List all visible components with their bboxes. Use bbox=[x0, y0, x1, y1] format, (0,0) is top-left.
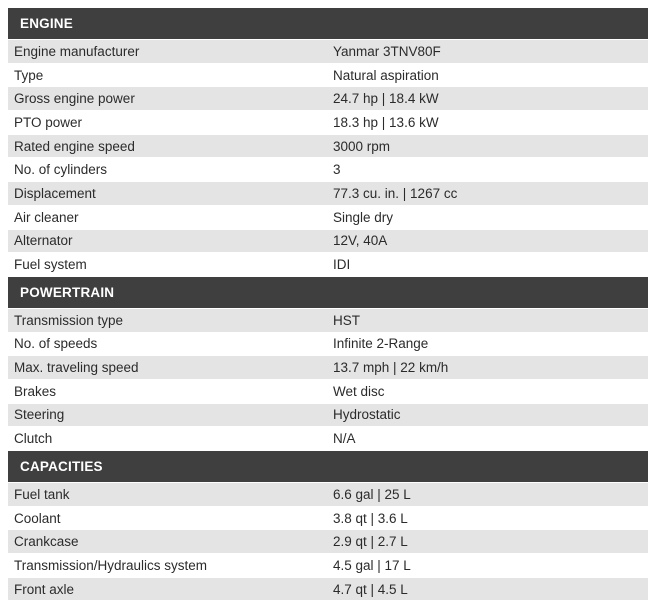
table-row bbox=[8, 333, 648, 357]
table-row bbox=[8, 578, 648, 602]
row-label: Front axle bbox=[14, 581, 75, 597]
row-label: Fuel tank bbox=[14, 486, 70, 502]
row-value: 3 bbox=[333, 162, 341, 178]
table-row bbox=[8, 427, 648, 451]
row-value: 12V, 40A bbox=[333, 233, 388, 249]
row-label: Crankcase bbox=[14, 534, 79, 550]
table-row bbox=[8, 530, 648, 554]
row-label: Alternator bbox=[14, 233, 73, 249]
row-value: 6.6 gal | 25 L bbox=[333, 486, 411, 502]
row-label: Rated engine speed bbox=[14, 138, 135, 154]
row-label: Air cleaner bbox=[14, 209, 79, 225]
section-header-capacities bbox=[8, 451, 648, 483]
row-value: 3000 rpm bbox=[333, 138, 391, 154]
row-value: Wet disc bbox=[333, 383, 385, 399]
row-label: Coolant bbox=[14, 510, 61, 526]
table-row bbox=[8, 554, 648, 578]
row-label: Engine manufacturer bbox=[14, 43, 140, 59]
row-label: Type bbox=[14, 67, 44, 83]
row-label: Brakes bbox=[14, 383, 57, 399]
section-title: POWERTRAIN bbox=[20, 284, 115, 300]
table-row bbox=[8, 483, 648, 507]
row-value: Single dry bbox=[333, 209, 394, 225]
row-label: Clutch bbox=[14, 431, 53, 447]
table-row bbox=[8, 40, 648, 64]
section-title: ENGINE bbox=[20, 16, 73, 31]
table-row bbox=[8, 507, 648, 531]
row-value: Natural aspiration bbox=[333, 67, 439, 83]
row-value: Yanmar 3TNV80F bbox=[333, 43, 441, 59]
section-title: CAPACITIES bbox=[20, 459, 103, 474]
row-value: N/A bbox=[333, 431, 356, 447]
row-label: Gross engine power bbox=[14, 91, 135, 107]
section-header-powertrain bbox=[8, 277, 648, 309]
row-label: No. of cylinders bbox=[14, 162, 108, 178]
table-row bbox=[8, 135, 648, 159]
table-row bbox=[8, 380, 648, 404]
row-label: Steering bbox=[14, 407, 65, 423]
row-value: 2.9 qt | 2.7 L bbox=[333, 534, 408, 550]
row-value: 3.8 qt | 3.6 L bbox=[333, 510, 408, 526]
row-value: 13.7 mph | 22 km/h bbox=[333, 360, 449, 376]
table-row bbox=[8, 158, 648, 182]
row-value: HST bbox=[333, 312, 360, 328]
table-row bbox=[8, 404, 648, 428]
row-value: 77.3 cu. in. | 1267 cc bbox=[333, 185, 458, 201]
row-label: Max. traveling speed bbox=[14, 360, 139, 376]
row-value: 18.3 hp | 13.6 kW bbox=[333, 114, 439, 130]
row-value: Infinite 2-Range bbox=[333, 336, 429, 352]
table-row bbox=[8, 253, 648, 277]
table-row bbox=[8, 206, 648, 230]
row-label: Fuel system bbox=[14, 257, 87, 273]
row-value: 4.5 gal | 17 L bbox=[333, 557, 411, 573]
table-row bbox=[8, 230, 648, 254]
row-label: Transmission/Hydraulics system bbox=[14, 557, 208, 573]
table-row bbox=[8, 111, 648, 135]
row-label: PTO power bbox=[14, 114, 83, 130]
table-row bbox=[8, 87, 648, 111]
table-row bbox=[8, 356, 648, 380]
row-label: Displacement bbox=[14, 185, 96, 201]
row-label: No. of speeds bbox=[14, 336, 98, 352]
row-value: Hydrostatic bbox=[333, 407, 401, 423]
row-value: IDI bbox=[333, 257, 351, 273]
spec-table bbox=[8, 8, 648, 601]
row-value: 4.7 qt | 4.5 L bbox=[333, 581, 408, 597]
section-header-engine bbox=[8, 8, 648, 40]
row-value: 24.7 hp | 18.4 kW bbox=[333, 91, 439, 107]
table-row bbox=[8, 64, 648, 88]
row-label: Transmission type bbox=[14, 312, 124, 328]
table-row bbox=[8, 309, 648, 333]
table-row bbox=[8, 182, 648, 206]
